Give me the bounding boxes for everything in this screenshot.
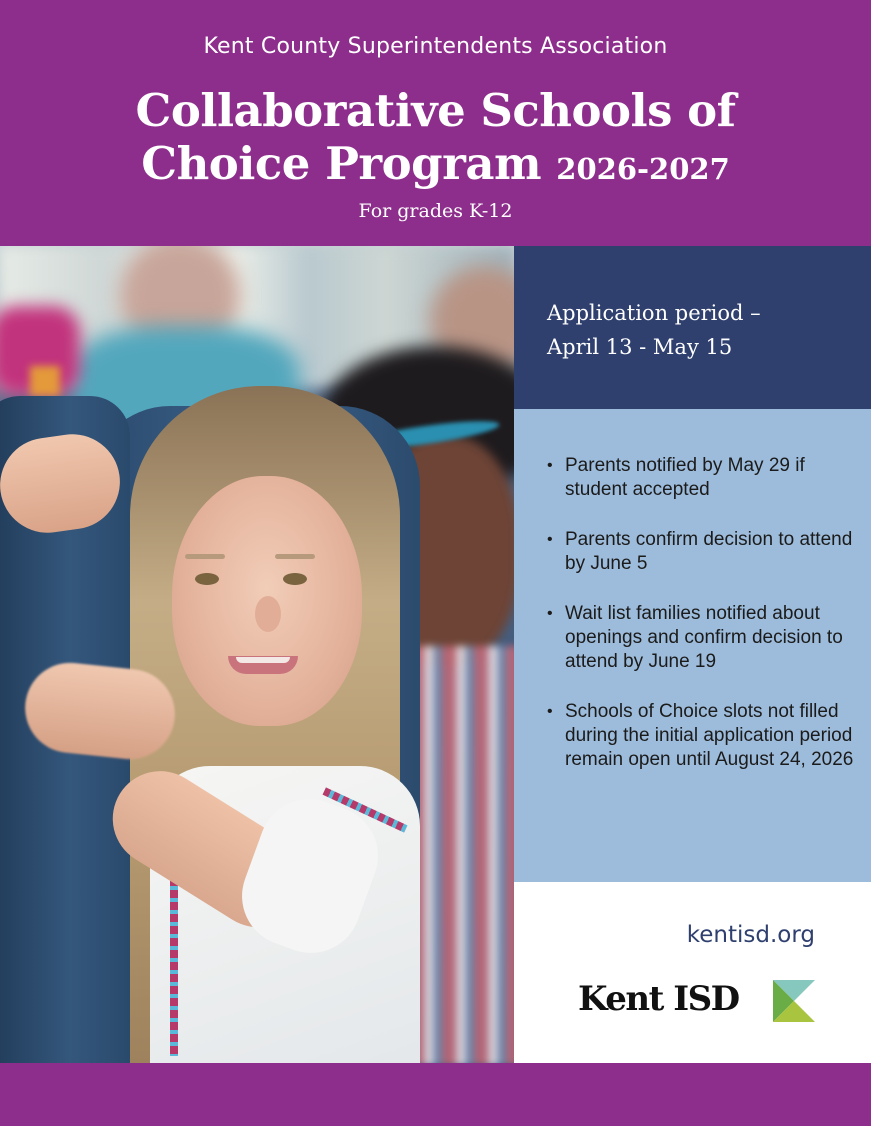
teeth — [236, 657, 290, 663]
application-period-label: Application period – — [547, 301, 761, 325]
timeline-item — [547, 528, 857, 576]
grades-subtitle: For grades K-12 — [358, 200, 513, 222]
application-period-text — [547, 296, 761, 364]
bullet-icon: • — [547, 457, 553, 474]
kent-isd-k-logo-icon — [773, 980, 815, 1022]
title-line-2: Choice Program — [141, 137, 542, 190]
timeline-item-text: Parents notified by May 29 if student accepted — [565, 455, 805, 500]
timeline-item-text: Parents confirm decision to attend by June 5 — [565, 529, 853, 574]
bullet-icon: • — [547, 531, 553, 548]
timeline-item-text: Schools of Choice slots not filled during the initial application period remain open until August 24, 2026 — [565, 701, 854, 770]
eyebrow — [185, 554, 225, 559]
bullet-icon: • — [547, 605, 553, 622]
application-period-dates: April 13 - May 15 — [547, 335, 733, 359]
timeline-list — [547, 454, 857, 798]
program-year: 2026-2027 — [556, 152, 730, 186]
nose — [255, 596, 281, 632]
eye — [195, 573, 219, 585]
footer-band — [0, 1063, 871, 1126]
hero-photo — [0, 246, 514, 1063]
page-title — [0, 84, 871, 196]
shirt-embroidery — [170, 866, 178, 1056]
organization-name: Kent County Superintendents Association — [203, 34, 668, 59]
eyebrow — [275, 554, 315, 559]
kent-isd-wordmark: Kent ISD — [578, 979, 739, 1019]
website-link[interactable]: kentisd.org — [686, 922, 815, 948]
title-line-1: Collaborative Schools of — [135, 84, 736, 137]
brand-panel — [514, 882, 871, 1063]
timeline-item-text: Wait list families notified about openings and confirm decision to attend by June 19 — [565, 603, 843, 672]
background-detail — [30, 366, 60, 396]
timeline-panel — [514, 409, 871, 882]
background-child-plaid-shirt — [410, 646, 514, 1063]
header-banner — [0, 0, 871, 246]
timeline-item — [547, 454, 857, 502]
bullet-icon: • — [547, 703, 553, 720]
application-period-panel — [514, 246, 871, 409]
eye — [283, 573, 307, 585]
timeline-item — [547, 602, 857, 674]
timeline-item — [547, 700, 857, 772]
